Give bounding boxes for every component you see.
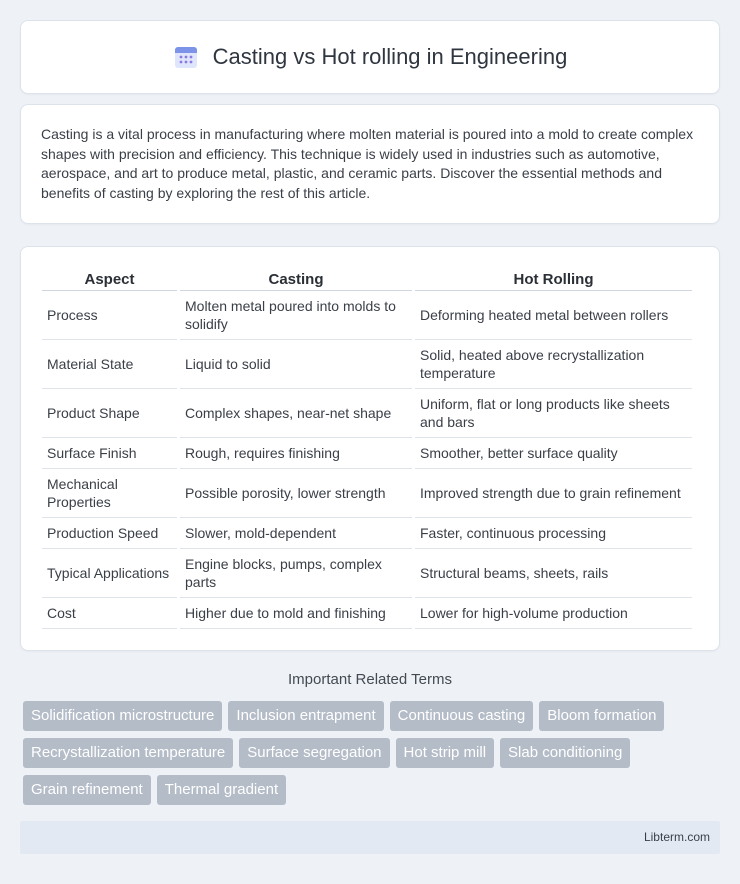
footer-brand-link[interactable]: Libterm.com [643,830,710,844]
row-aspect: Typical Applications [42,549,177,598]
row-aspect: Product Shape [42,389,177,438]
footer [20,821,720,854]
related-terms-title: Important Related Terms [288,671,452,688]
row-aspect: Surface Finish [42,438,177,469]
row-casting: Complex shapes, near-net shape [180,389,412,438]
row-casting: Slower, mold-dependent [180,518,412,549]
header-casting: Casting [180,265,412,291]
table-row [42,389,692,438]
header-hot-rolling: Hot Rolling [415,265,692,291]
row-hot-rolling: Faster, continuous processing [415,518,692,549]
row-hot-rolling: Solid, heated above recrystallization temperature [415,340,692,389]
table-header-row [42,265,692,291]
related-term-tag[interactable]: Continuous casting [390,701,534,731]
row-hot-rolling: Structural beams, sheets, rails [415,549,692,598]
related-term-tag[interactable]: Slab conditioning [500,738,630,768]
row-hot-rolling: Lower for high-volume production [415,598,692,629]
row-casting: Molten metal poured into molds to solidify [180,291,412,340]
page-title: Casting vs Hot rolling in Engineering [212,44,568,69]
row-casting: Rough, requires finishing [180,438,412,469]
row-aspect: Cost [42,598,177,629]
header-aspect: Aspect [42,265,177,291]
table-row [42,549,692,598]
row-aspect: Process [42,291,177,340]
table-row [42,469,692,518]
row-casting: Higher due to mold and finishing [180,598,412,629]
related-term-tag[interactable]: Hot strip mill [396,738,495,768]
row-hot-rolling: Uniform, flat or long products like sheets and bars [415,389,692,438]
comparison-card [20,246,720,651]
table-row [42,340,692,389]
row-aspect: Production Speed [42,518,177,549]
row-hot-rolling: Smoother, better surface quality [415,438,692,469]
intro-card [20,104,720,224]
related-term-tag[interactable]: Solidification microstructure [23,701,222,731]
table-row [42,291,692,340]
intro-paragraph: Casting is a vital process in manufacturing where molten material is poured into a mold to create complex shapes with precision and efficiency. This technique is widely used in industries such as automotive, aerospace, and art to produce metal, plastic, and ceramic parts. Discover the essential methods and benefits of casting by exploring the rest of this article. [41,126,694,201]
row-casting: Engine blocks, pumps, complex parts [180,549,412,598]
related-term-tag[interactable]: Thermal gradient [157,775,286,805]
table-row [42,598,692,629]
comparison-table [39,265,695,629]
table-row [42,518,692,549]
related-term-tag[interactable]: Inclusion entrapment [228,701,383,731]
row-casting: Possible porosity, lower strength [180,469,412,518]
row-hot-rolling: Improved strength due to grain refinement [415,469,692,518]
related-terms-list [4,701,724,805]
row-aspect: Material State [42,340,177,389]
related-term-tag[interactable]: Recrystallization temperature [23,738,233,768]
related-term-tag[interactable]: Bloom formation [539,701,664,731]
title-card [20,20,720,94]
row-casting: Liquid to solid [180,340,412,389]
row-aspect: Mechanical Properties [42,469,177,518]
table-row [42,438,692,469]
row-hot-rolling: Deforming heated metal between rollers [415,291,692,340]
calendar-icon [173,44,199,70]
related-term-tag[interactable]: Grain refinement [23,775,151,805]
related-term-tag[interactable]: Surface segregation [239,738,389,768]
